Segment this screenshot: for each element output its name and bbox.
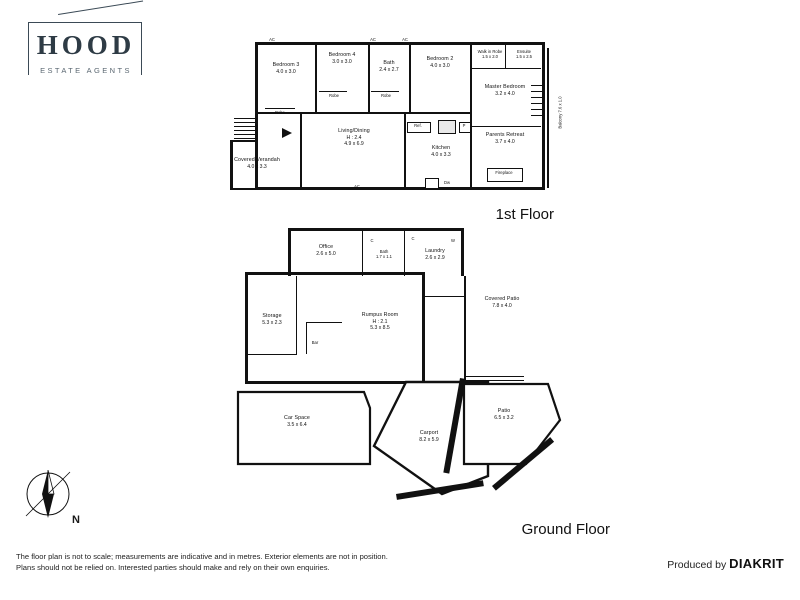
- wall: [409, 44, 411, 112]
- wall: [230, 188, 258, 190]
- washer-label: W: [451, 238, 455, 243]
- wall: [248, 354, 297, 355]
- room-label-carport: Carport 8.2 x 5.9: [419, 430, 439, 443]
- wall: [300, 113, 302, 189]
- logo-name: HOOD: [36, 30, 136, 60]
- ac-label: AC: [402, 37, 408, 42]
- wall: [404, 231, 405, 276]
- wall: [471, 126, 541, 127]
- dishwasher: [425, 178, 439, 189]
- cooktop: [438, 120, 456, 134]
- wall: [230, 140, 258, 142]
- disclaimer-line-1: The floor plan is not to scale; measurements are indicative and in metres. Exterior elements are not in position.: [16, 552, 388, 561]
- pantry-label: P: [462, 123, 466, 128]
- compass-rose: [20, 470, 92, 542]
- wall: [422, 272, 425, 384]
- room-label-car-space: Car Space 3.5 x 6.4: [284, 415, 310, 428]
- staircase: [234, 118, 256, 140]
- wall: [464, 276, 466, 386]
- robe-wall: [265, 108, 295, 109]
- diakrit-brand: DIAKRIT: [729, 556, 784, 571]
- produced-by: [667, 556, 784, 571]
- room-label-kitchen: Kitchen 4.0 x 3.3: [431, 145, 451, 158]
- wall: [362, 231, 363, 276]
- disclaimer-line-2: Plans should not be relied on. Interested parties should make and rely on their own enquiries.: [16, 563, 330, 573]
- patio-outline: [462, 380, 572, 490]
- entry-arrow-icon: [282, 126, 298, 140]
- logo-subtitle: ESTATE AGENTS: [40, 66, 132, 75]
- robe-label: Robe: [274, 110, 285, 115]
- wall: [368, 44, 370, 112]
- ac-label: AC: [370, 37, 376, 42]
- wall: [471, 68, 541, 69]
- ground-floor-title: Ground Floor: [521, 521, 610, 538]
- room-label-bedroom-3: Bedroom 3 4.0 x 3.0: [272, 62, 300, 75]
- wall: [255, 187, 545, 190]
- room-label-walk-in-robe: Walk in Robe 1.5 x 2.0: [477, 49, 503, 60]
- room-label-office: Office 2.6 x 5.0: [316, 244, 336, 257]
- fridge-label: Ref.: [414, 123, 422, 128]
- room-label-patio: Patio 6.5 x 3.2: [494, 408, 514, 421]
- room-label-bath-ground: Bath 1.7 x 1.1: [375, 249, 393, 260]
- wall: [288, 228, 464, 231]
- cupboard-label: C: [370, 238, 374, 243]
- room-label-parents-retreat: Parents Retreat 3.7 x 4.0: [485, 132, 525, 145]
- room-label-covered-patio: Covered Patio 7.8 x 4.0: [484, 296, 520, 309]
- compass-north-label: N: [72, 514, 80, 526]
- robe-wall: [319, 91, 347, 92]
- wall: [425, 296, 465, 297]
- room-label-living-dining: Living/Dining H : 2.4 4.9 x 6.9: [338, 128, 370, 147]
- room-label-balcony: Balcony 7.6 x 1.0: [557, 96, 563, 129]
- disclaimer: [16, 551, 486, 574]
- room-label-laundry: Laundry 2.6 x 2.9: [425, 248, 445, 261]
- room-label-bar: Bar: [311, 340, 319, 345]
- produced-by-label: Produced by: [667, 559, 727, 571]
- wall: [306, 322, 307, 354]
- room-label-ensuite: Ensuite 1.5 x 2.5: [515, 49, 533, 60]
- wall: [255, 42, 545, 45]
- cupboard-label: C: [411, 236, 415, 241]
- ac-label: AC: [354, 184, 360, 189]
- ac-label: AC: [269, 37, 275, 42]
- wall: [315, 44, 317, 112]
- room-label-bedroom-2: Bedroom 2 4.0 x 3.0: [426, 56, 454, 69]
- wall: [245, 272, 248, 384]
- balcony-wall: [547, 48, 549, 188]
- wall: [296, 276, 297, 354]
- wall: [245, 272, 425, 275]
- robe-wall: [371, 91, 399, 92]
- room-label-master-bedroom: Master Bedroom 3.2 x 4.0: [484, 84, 526, 97]
- room-label-covered-verandah: Covered Verandah 4.0 x 3.3: [234, 157, 280, 170]
- wall: [288, 228, 291, 276]
- hood-estate-agents-logo: [28, 22, 168, 92]
- wall: [404, 113, 406, 189]
- compass-icon: [20, 470, 92, 542]
- fireplace-label: Fireplace: [495, 170, 513, 175]
- staircase-secondary: [531, 85, 545, 121]
- room-label-bath: Bath 2.4 x 2.7: [379, 60, 399, 73]
- wall: [306, 322, 342, 323]
- first-floor-title: 1st Floor: [495, 206, 554, 223]
- room-label-storage: Storage 5.3 x 2.3: [262, 313, 282, 326]
- dishwasher-label: Dw: [443, 180, 451, 185]
- room-label-bedroom-4: Bedroom 4 3.0 x 3.0: [328, 52, 356, 65]
- wall: [470, 44, 472, 189]
- robe-label: Robe: [328, 93, 339, 98]
- robe-label: Robe: [380, 93, 391, 98]
- room-label-rumpus-room: Rumpus Room H : 2.1 5.3 x 8.5: [361, 312, 399, 331]
